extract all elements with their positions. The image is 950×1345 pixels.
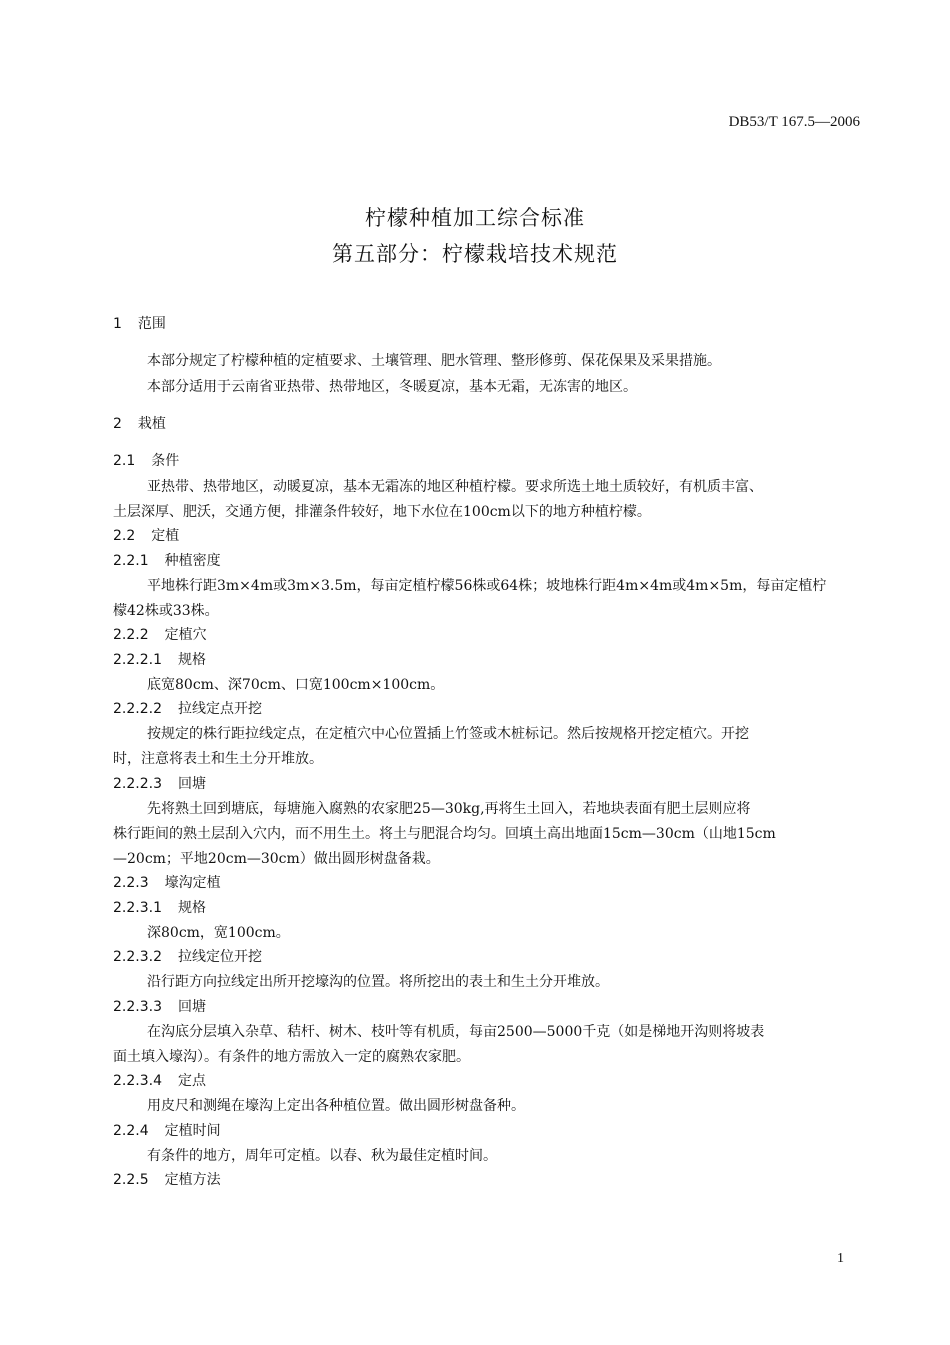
section-title: 规格 xyxy=(177,900,206,916)
section-title: 拉线定点开挖 xyxy=(177,701,262,717)
section-heading-2-1 xyxy=(113,451,179,471)
section-title: 回塘 xyxy=(177,776,206,792)
section-number: 2.2.3.2 xyxy=(113,949,162,965)
section-number: 2.2.3.3 xyxy=(113,999,162,1015)
section-heading-2 xyxy=(113,414,166,434)
paragraph: 本部分规定了柠檬种植的定植要求、土壤管理、肥水管理、整形修剪、保花保果及采果措施。 xyxy=(147,353,721,369)
section-title: 定植时间 xyxy=(164,1123,221,1139)
section-number: 2.2.4 xyxy=(113,1123,149,1139)
paragraph-continuation: —20cm；平地20cm—30cm）做出圆形树盘备栽。 xyxy=(113,851,440,867)
section-number: 2.2.3.1 xyxy=(113,900,162,916)
section-number: 2.2.5 xyxy=(113,1172,149,1188)
section-number: 2.2.3.4 xyxy=(113,1073,162,1089)
section-heading-2-2-2 xyxy=(113,625,207,645)
section-number: 2.2.2.1 xyxy=(113,652,162,668)
section-title: 拉线定位开挖 xyxy=(177,949,262,965)
paragraph: 亚热带、热带地区，动暖夏凉，基本无霜冻的地区种植柠檬。要求所选土地土质较好，有机质丰富、 xyxy=(147,479,763,495)
paragraph: 按规定的株行距拉线定点，在定植穴中心位置插上竹签或木桩标记。然后按规格开挖定植穴。开挖 xyxy=(147,726,749,742)
section-title: 栽植 xyxy=(137,416,166,432)
paragraph: 有条件的地方，周年可定植。以春、秋为最佳定植时间。 xyxy=(147,1148,497,1164)
section-heading-2-2-4 xyxy=(113,1121,221,1141)
section-heading-2-2-2-1 xyxy=(113,650,206,670)
paragraph-continuation: 株行距间的熟土层刮入穴内，而不用生土。将土与肥混合均匀。回填土高出地面15cm—30cm（山地15cm xyxy=(113,826,776,842)
section-heading-2-2-3-1 xyxy=(113,898,206,918)
paragraph: 本部分适用于云南省亚热带、热带地区，冬暖夏凉，基本无霜，无冻害的地区。 xyxy=(147,379,637,395)
section-number: 2.2 xyxy=(113,528,136,544)
section-number: 2.2.2 xyxy=(113,627,149,643)
section-title: 种植密度 xyxy=(164,553,221,569)
section-heading-2-2-1 xyxy=(113,551,221,571)
page-number: 1 xyxy=(837,1251,844,1266)
section-title: 定植穴 xyxy=(164,627,207,643)
section-number: 2.2.3 xyxy=(113,875,149,891)
section-number: 2 xyxy=(113,416,122,432)
section-title: 条件 xyxy=(151,453,180,469)
paragraph: 底宽80cm、深70cm、口宽100cm×100cm。 xyxy=(147,677,445,693)
section-number: 1 xyxy=(113,316,122,332)
paragraph-continuation: 土层深厚、肥沃，交通方便，排灌条件较好，地下水位在100cm以下的地方种植柠檬。 xyxy=(113,504,651,520)
section-title: 壕沟定植 xyxy=(164,875,221,891)
paragraph-continuation: 面土填入壕沟）。有条件的地方需放入一定的腐熟农家肥。 xyxy=(113,1049,470,1065)
section-title: 定植 xyxy=(151,528,180,544)
section-heading-2-2-3-3 xyxy=(113,997,206,1017)
section-heading-2-2-2-2 xyxy=(113,699,262,719)
paragraph: 先将熟土回到塘底，每塘施入腐熟的农家肥25—30kg,再将生土回入，若地块表面有肥土层则应将 xyxy=(147,801,751,817)
section-heading-2-2-5 xyxy=(113,1170,221,1190)
section-number: 2.2.1 xyxy=(113,553,149,569)
section-number: 2.2.2.3 xyxy=(113,776,162,792)
section-heading-2-2 xyxy=(113,526,179,546)
section-heading-2-2-3-2 xyxy=(113,947,262,967)
section-title: 定点 xyxy=(177,1073,206,1089)
section-heading-2-2-3-4 xyxy=(113,1071,206,1091)
section-heading-2-2-2-3 xyxy=(113,774,206,794)
section-title: 定植方法 xyxy=(164,1172,221,1188)
paragraph: 平地株行距3m×4m或3m×3.5m，每亩定植柠檬56株或64株；坡地株行距4m×4m或4m×5m，每亩定植柠 xyxy=(147,578,827,594)
paragraph-continuation: 时，注意将表土和生土分开堆放。 xyxy=(113,751,323,767)
paragraph: 深80cm，宽100cm。 xyxy=(147,925,290,941)
document-subtitle: 第五部分：柠檬栽培技术规范 xyxy=(332,242,618,266)
document-code: DB53/T 167.5—2006 xyxy=(728,114,860,130)
section-title: 范围 xyxy=(137,316,166,332)
paragraph: 沿行距方向拉线定出所开挖壕沟的位置。将所挖出的表土和生土分开堆放。 xyxy=(147,974,609,990)
section-heading-2-2-3 xyxy=(113,873,221,893)
paragraph: 在沟底分层填入杂草、秸杆、树木、枝叶等有机质，每亩2500—5000千克（如是梯地开沟则将坡表 xyxy=(147,1024,765,1040)
section-title: 规格 xyxy=(177,652,206,668)
section-title: 回塘 xyxy=(177,999,206,1015)
paragraph: 用皮尺和测绳在壕沟上定出各种植位置。做出圆形树盘备种。 xyxy=(147,1098,525,1114)
section-number: 2.1 xyxy=(113,453,136,469)
paragraph-continuation: 檬42株或33株。 xyxy=(113,603,219,619)
document-title: 柠檬种植加工综合标准 xyxy=(365,206,585,230)
section-heading-1 xyxy=(113,314,166,334)
section-number: 2.2.2.2 xyxy=(113,701,162,717)
